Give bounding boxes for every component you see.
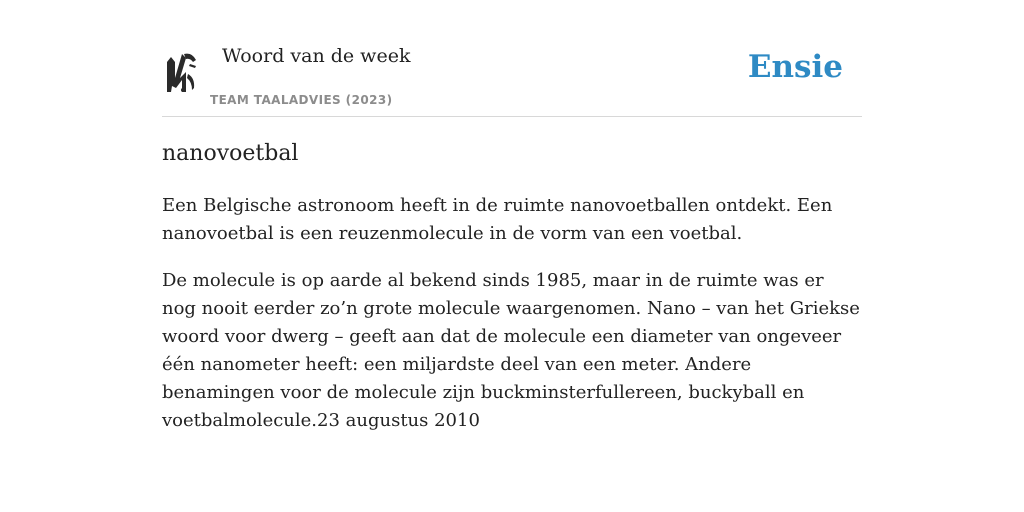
header (162, 40, 862, 117)
article (162, 138, 862, 454)
author-label: TEAM TAALADVIES (2023) (210, 93, 393, 107)
brand-logo[interactable]: Ensie (747, 49, 843, 85)
flemish-lion-logo-icon (162, 48, 198, 96)
page-title: Woord van de week (222, 45, 411, 67)
paragraph: Een Belgische astronoom heeft in de ruimte nanovoetballen ontdekt. Een nanovoetbal is een reuzenmolecule in de vorm van een voetbal. (162, 195, 833, 244)
headword: nanovoetbal (162, 141, 299, 166)
paragraph: De molecule is op aarde al bekend sinds 1985, maar in de ruimte was er nog nooit eerder zo’n grote molecule waargenomen. Nano – van het Griekse woord voor dwerg – geeft aan dat de molecule een diameter van ongeveer één nanometer heeft: een miljardste deel van een meter. Andere benamingen voor de molecule zijn buckminsterfullereen, buckyball en voetbalmolecule.23 augustus 2010 (162, 270, 860, 431)
